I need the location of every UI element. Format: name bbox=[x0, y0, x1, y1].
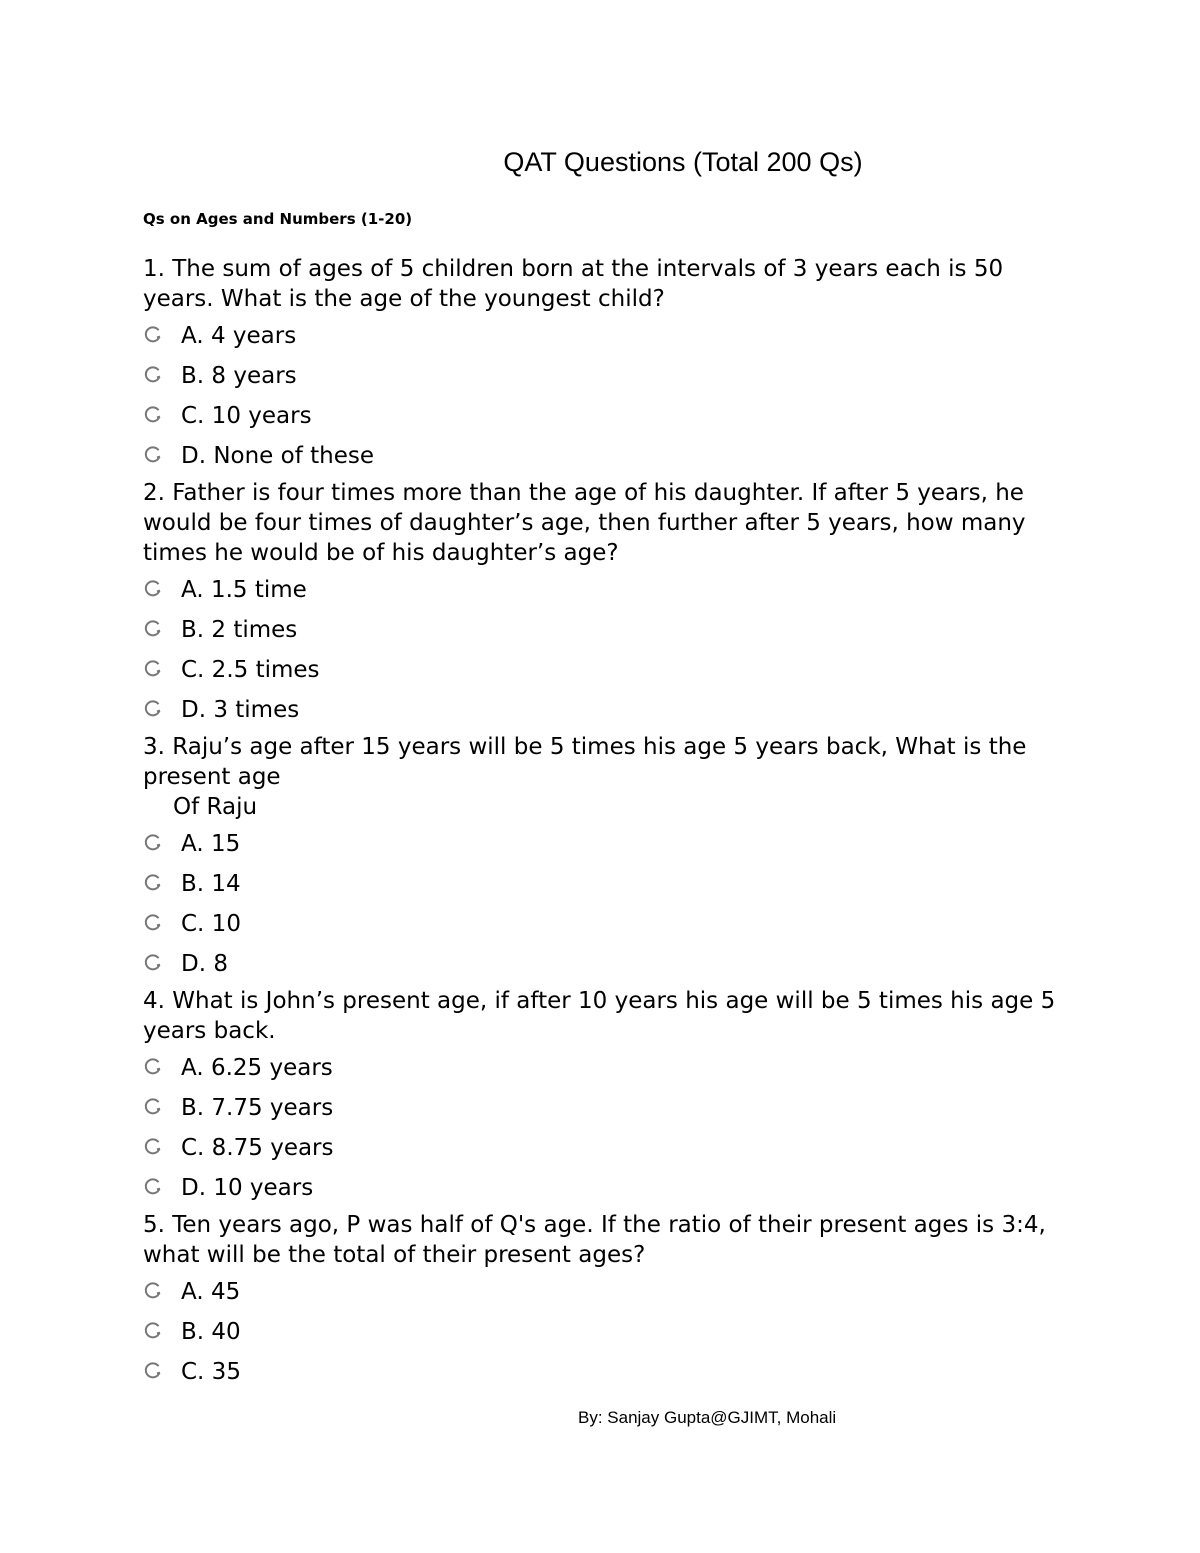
option-label: A. 1.5 time bbox=[181, 577, 307, 603]
question-block-4 bbox=[143, 986, 1073, 1208]
radio-button-icon[interactable] bbox=[143, 1136, 163, 1156]
option-item[interactable] bbox=[143, 396, 1073, 436]
option-list bbox=[143, 1272, 1073, 1392]
radio-button-icon[interactable] bbox=[143, 1096, 163, 1116]
page-title: QAT Questions (Total 200 Qs) bbox=[503, 147, 863, 177]
page-footer: By: Sanjay Gupta@GJIMT, Mohali bbox=[578, 1408, 837, 1427]
radio-button-icon[interactable] bbox=[143, 1176, 163, 1196]
option-item[interactable] bbox=[143, 610, 1073, 650]
radio-button-icon[interactable] bbox=[143, 578, 163, 598]
radio-button-icon[interactable] bbox=[143, 404, 163, 424]
option-item[interactable] bbox=[143, 690, 1073, 730]
option-label: C. 35 bbox=[181, 1359, 241, 1385]
question-text-continuation: Of Raju bbox=[173, 794, 258, 820]
section-heading: Qs on Ages and Numbers (1-20) bbox=[143, 210, 413, 228]
radio-button-icon[interactable] bbox=[143, 1056, 163, 1076]
radio-button-icon[interactable] bbox=[143, 364, 163, 384]
option-label: C. 2.5 times bbox=[181, 657, 320, 683]
radio-button-icon[interactable] bbox=[143, 698, 163, 718]
option-label: C. 8.75 years bbox=[181, 1135, 334, 1161]
option-label: D. 8 bbox=[181, 951, 228, 977]
option-item[interactable] bbox=[143, 1272, 1073, 1312]
option-item[interactable] bbox=[143, 864, 1073, 904]
option-label: B. 14 bbox=[181, 871, 241, 897]
option-item[interactable] bbox=[143, 650, 1073, 690]
option-list bbox=[143, 570, 1073, 730]
option-item[interactable] bbox=[143, 1312, 1073, 1352]
question-text: 4. What is John’s present age, if after 10 years his age will be 5 times his age 5 years back. bbox=[143, 988, 1056, 1044]
option-label: B. 7.75 years bbox=[181, 1095, 334, 1121]
question-list bbox=[143, 254, 1073, 1394]
option-label: D. 3 times bbox=[181, 697, 300, 723]
question-text: 5. Ten years ago, P was half of Q's age. If the ratio of their present ages is 3:4, what will be the total of their present ages? bbox=[143, 1212, 1046, 1268]
option-label: B. 40 bbox=[181, 1319, 241, 1345]
radio-button-icon[interactable] bbox=[143, 1360, 163, 1380]
radio-button-icon[interactable] bbox=[143, 658, 163, 678]
question-text: 1. The sum of ages of 5 children born at the intervals of 3 years each is 50 years. What is the age of the youngest child? bbox=[143, 256, 1004, 312]
question-block-5 bbox=[143, 1210, 1073, 1392]
option-label: B. 2 times bbox=[181, 617, 298, 643]
option-list bbox=[143, 824, 1073, 984]
radio-button-icon[interactable] bbox=[143, 324, 163, 344]
option-item[interactable] bbox=[143, 1168, 1073, 1208]
question-block-1 bbox=[143, 254, 1073, 476]
radio-button-icon[interactable] bbox=[143, 444, 163, 464]
option-item[interactable] bbox=[143, 1128, 1073, 1168]
option-label: A. 45 bbox=[181, 1279, 241, 1305]
option-item[interactable] bbox=[143, 944, 1073, 984]
option-label: A. 15 bbox=[181, 831, 241, 857]
option-label: D. 10 years bbox=[181, 1175, 314, 1201]
radio-button-icon[interactable] bbox=[143, 872, 163, 892]
question-block-2 bbox=[143, 478, 1073, 730]
option-item[interactable] bbox=[143, 1352, 1073, 1392]
option-item[interactable] bbox=[143, 824, 1073, 864]
option-label: A. 6.25 years bbox=[181, 1055, 333, 1081]
option-item[interactable] bbox=[143, 1048, 1073, 1088]
radio-button-icon[interactable] bbox=[143, 832, 163, 852]
option-label: C. 10 bbox=[181, 911, 241, 937]
radio-button-icon[interactable] bbox=[143, 618, 163, 638]
question-text-main: 3. Raju’s age after 15 years will be 5 times his age 5 years back, What is the present age bbox=[143, 734, 1027, 790]
option-item[interactable] bbox=[143, 1088, 1073, 1128]
radio-button-icon[interactable] bbox=[143, 952, 163, 972]
option-label: D. None of these bbox=[181, 443, 375, 469]
option-list bbox=[143, 1048, 1073, 1208]
question-block-3 bbox=[143, 732, 1073, 984]
option-list bbox=[143, 316, 1073, 476]
option-item[interactable] bbox=[143, 316, 1073, 356]
option-item[interactable] bbox=[143, 356, 1073, 396]
option-item[interactable] bbox=[143, 436, 1073, 476]
option-label: A. 4 years bbox=[181, 323, 297, 349]
option-label: B. 8 years bbox=[181, 363, 297, 389]
question-text: 2. Father is four times more than the age of his daughter. If after 5 years, he would be four times of daughter’s age, then further after 5 years, how many times he would be of his daughter’s age? bbox=[143, 480, 1026, 566]
radio-button-icon[interactable] bbox=[143, 1280, 163, 1300]
option-label: C. 10 years bbox=[181, 403, 312, 429]
radio-button-icon[interactable] bbox=[143, 912, 163, 932]
option-item[interactable] bbox=[143, 570, 1073, 610]
option-item[interactable] bbox=[143, 904, 1073, 944]
radio-button-icon[interactable] bbox=[143, 1320, 163, 1340]
question-text bbox=[143, 732, 1073, 822]
